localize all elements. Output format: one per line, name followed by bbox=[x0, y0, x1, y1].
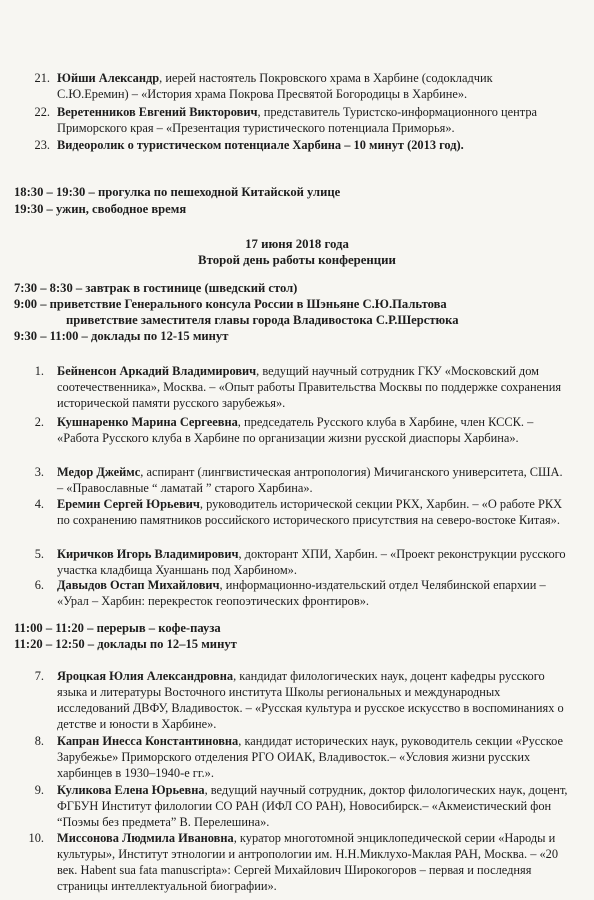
item-number: 21. bbox=[34, 71, 50, 85]
item-number: 10. bbox=[28, 831, 44, 845]
speaker-name: Миссонова Людмила Ивановна bbox=[57, 831, 234, 845]
schedule-time: 7:30 – 8:30 – bbox=[14, 281, 83, 295]
speaker-details: , иерей настоятель Покровского храма в Харбине (содокладчик С.Ю.Еремин) – «История храма Покрова Пресвятой Богородицы в Харбине». bbox=[57, 71, 493, 101]
item-number: 22. bbox=[34, 105, 50, 119]
item-number: 7. bbox=[34, 669, 44, 683]
schedule-line bbox=[14, 296, 447, 312]
schedule-text: ужин, свободное время bbox=[52, 202, 187, 216]
item-number: 23. bbox=[34, 138, 50, 152]
speaker-name: Яроцкая Юлия Александровна bbox=[57, 669, 234, 683]
schedule-time: 9:30 – 11:00 – bbox=[14, 329, 88, 343]
speaker-name: Веретенников Евгений Викторович bbox=[57, 105, 258, 119]
speaker-details: , кандидат филологических наук, доцент кафедры русского языка и литературы Восточного института Школы региональных и международных исследований ДВФУ, Владивосток. – «Русская культура и русское искусство в воспоминаниях о детстве и юности в Харбине». bbox=[57, 669, 564, 731]
schedule-line bbox=[66, 312, 459, 328]
speaker-name: Кушнаренко Марина Сергеевна bbox=[57, 415, 238, 429]
item-number: 2. bbox=[34, 415, 44, 429]
schedule-line bbox=[14, 280, 297, 296]
schedule-text: приветствие Генерального консула России в Шэньяне С.Ю.Пальтова bbox=[46, 297, 447, 311]
speaker-name: Юйши Александр bbox=[57, 71, 160, 85]
speaker-details: , представитель Туристско-информационного центра Приморского края – «Презентация туристического потенциала Приморья». bbox=[57, 105, 538, 135]
schedule-text: завтрак в гостинице (шведский стол) bbox=[82, 281, 298, 295]
item-number: 8. bbox=[34, 734, 44, 748]
schedule-time: 11:20 – 12:50 – bbox=[14, 637, 95, 651]
schedule-time: 11:00 – 11:20 – bbox=[14, 621, 94, 635]
item-number: 1. bbox=[34, 364, 44, 378]
speaker-details: , ведущий научный сотрудник, доктор филологических наук, доцент, ФГБУН Институт филологии СО РАН (ИФЛ СО РАН), Новосибирск.– «Акмеистический фон “Поэмы без предмета” В. Перелешина». bbox=[57, 783, 568, 829]
schedule-text: доклады по 12–15 минут bbox=[94, 637, 237, 651]
schedule-line bbox=[14, 184, 340, 200]
speaker-name: Еремин Сергей Юрьевич bbox=[57, 497, 200, 511]
speaker-details: , руководитель исторической секции РКХ, Харбин. – «О работе РКХ по сохранению памятников российского исторического присутствия на северо-востоке Китая». bbox=[57, 497, 563, 527]
day-title: Второй день работы конференции bbox=[198, 253, 396, 267]
speaker-details: , ведущий научный сотрудник ГКУ «Московский дом соотечественника», Москва. – «Опыт работы Правительства Москвы по поддержке сохранения исторической памяти русского зарубежья». bbox=[57, 364, 562, 410]
schedule-text: приветствие заместителя главы города Владивостока С.Р.Шерстюка bbox=[66, 313, 459, 327]
speaker-name: Давыдов Остап Михайлович bbox=[57, 578, 220, 592]
speaker-details: , аспирант (лингвистическая антропология) Мичиганского университета, США. – «Православные “ ламатай ” старого Харбина». bbox=[57, 465, 563, 495]
day-date: 17 июня 2018 года bbox=[245, 237, 349, 251]
item-number: 5. bbox=[34, 547, 44, 561]
schedule-text: перерыв – кофе-пауза bbox=[93, 621, 221, 635]
item-number: 9. bbox=[34, 783, 44, 797]
schedule-line bbox=[14, 636, 237, 652]
speaker-name: Медор Джеймс bbox=[57, 465, 141, 479]
schedule-time: 18:30 – 19:30 – bbox=[14, 185, 95, 199]
speaker-name: Куликова Елена Юрьевна bbox=[57, 783, 205, 797]
speaker-details: , председатель Русского клуба в Харбине, член КССК. – «Работа Русского клуба в Харбине по организации жизни русской диаспоры Харбина». bbox=[57, 415, 534, 445]
schedule-time: 19:30 – bbox=[14, 202, 53, 216]
schedule-line bbox=[14, 328, 228, 344]
item-number: 6. bbox=[34, 578, 44, 592]
schedule-time: 9:00 – bbox=[14, 297, 47, 311]
item-number: 3. bbox=[34, 465, 44, 479]
speaker-details: , информационно-издательский отдел Челябинской епархии – «Урал – Харбин: перекресток геопоэтических фронтиров». bbox=[57, 578, 546, 608]
speaker-details: , куратор многотомной энциклопедической серии «Народы и культуры», Институт этнологии и антропологии им. Н.Н.Миклухо-Маклая РАН, Москва. – «20 век. Habent sua fata manuscripta»: Сергей Михайлович Широкогоров – первая и последняя страницы интеллектуальной биографии». bbox=[57, 831, 559, 893]
speaker-name: Капран Инесса Константиновна bbox=[57, 734, 239, 748]
schedule-line bbox=[14, 620, 221, 636]
speaker-name: Бейненсон Аркадий Владимирович bbox=[57, 364, 257, 378]
speaker-name: Киричков Игорь Владимирович bbox=[57, 547, 239, 561]
schedule-text: доклады по 12-15 минут bbox=[87, 329, 229, 343]
schedule-line bbox=[14, 201, 186, 217]
speaker-details: , кандидат исторических наук, руководитель секции «Русское Зарубежье» Приморского отделения РГО ОИАК, Владивосток.– «Условия жизни русских харбинцев в 1930–1940-е гг.». bbox=[57, 734, 564, 780]
speaker-details: , докторант ХПИ, Харбин. – «Проект реконструкции русского участка кладбища Хуаншань под Харбином». bbox=[57, 547, 566, 577]
schedule-text: прогулка по пешеходной Китайской улице bbox=[94, 185, 341, 199]
item-title: Видеоролик о туристическом потенциале Харбина – 10 минут (2013 год). bbox=[57, 138, 464, 152]
item-number: 4. bbox=[34, 497, 44, 511]
